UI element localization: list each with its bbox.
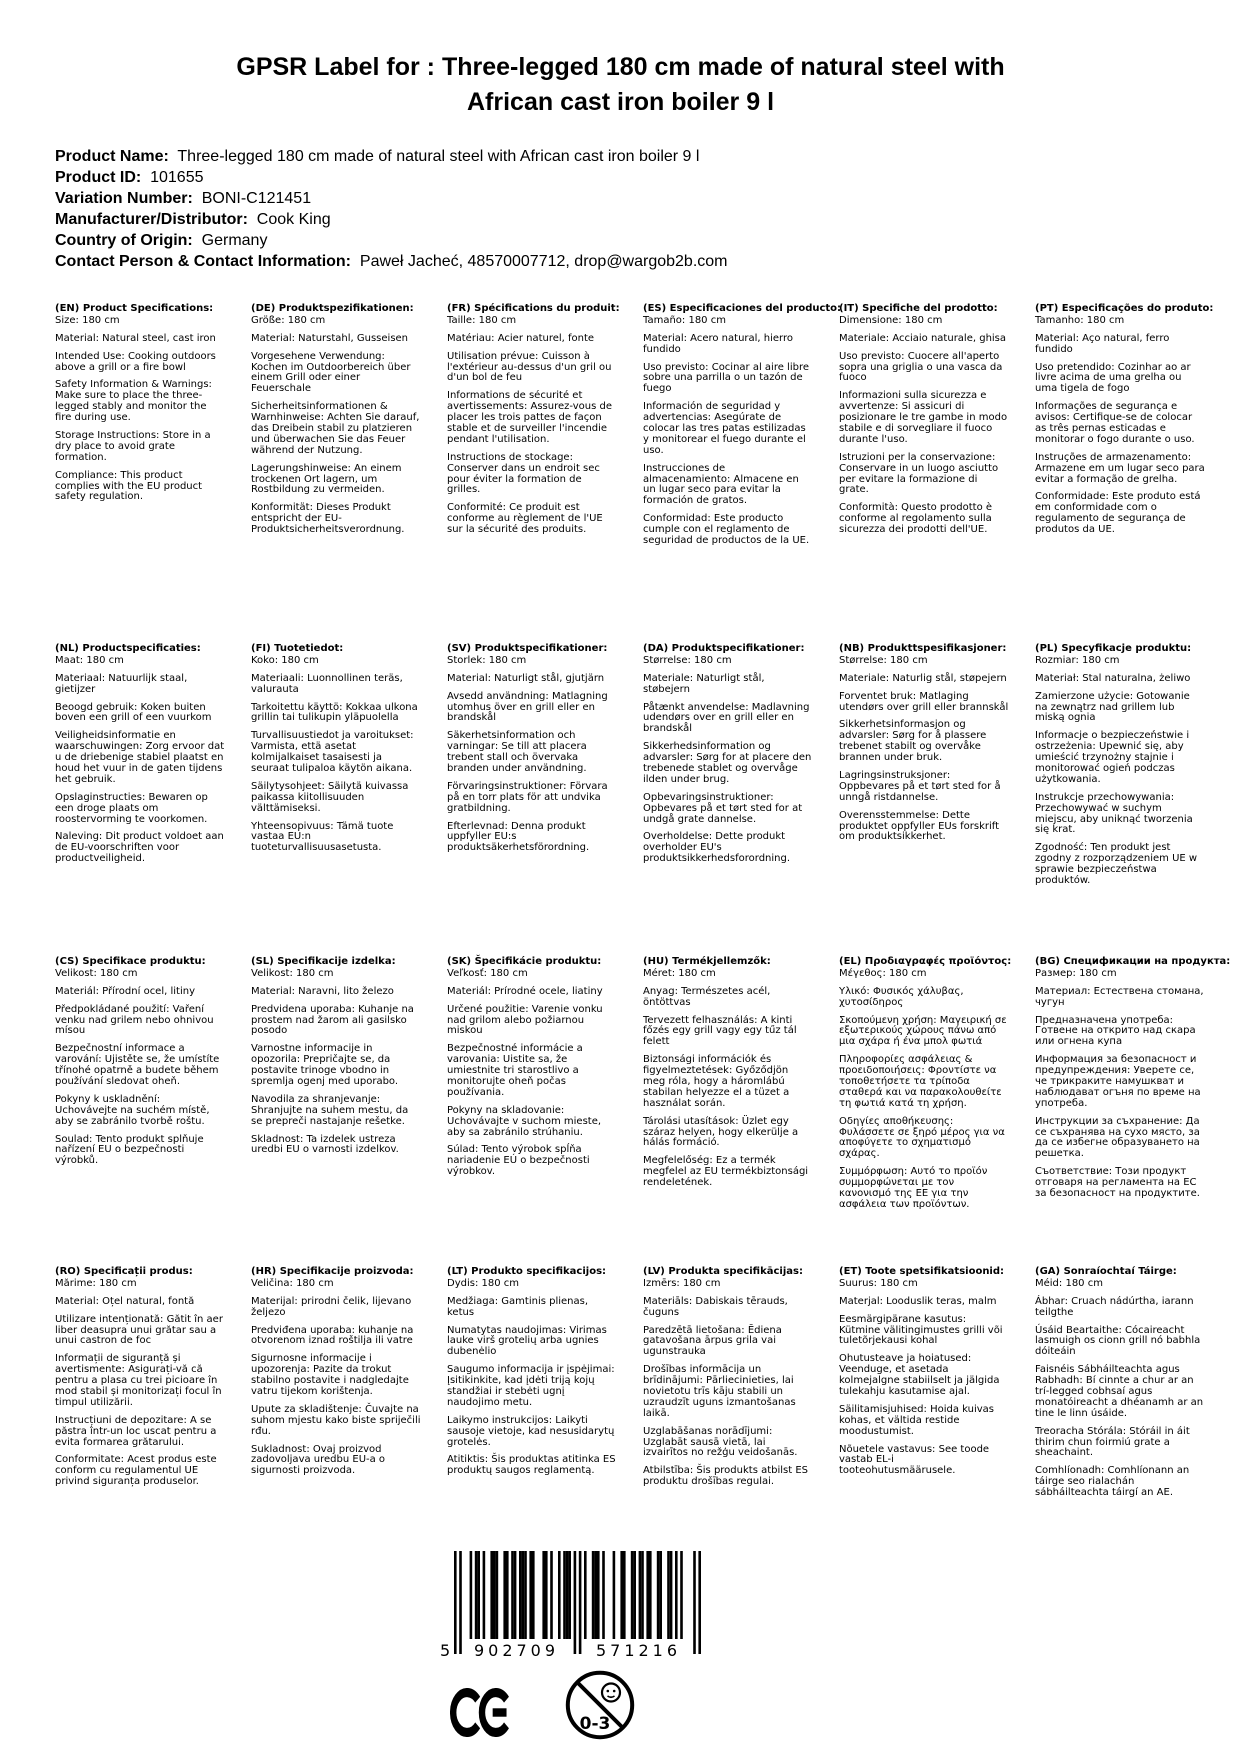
spec-paragraph: Skladnost: Ta izdelek ustreza uredbi EU o varnosti izdelkov. (251, 1133, 399, 1156)
ce-mark (450, 1688, 514, 1742)
spec-heading: (SL) Specifikacije izdelka: (251, 956, 396, 967)
spec-heading: (PT) Especificações do produto: (1035, 303, 1214, 314)
spec-paragraph: Izmērs: 180 cm (643, 1277, 721, 1289)
spec-paragraph: Navodila za shranjevanje: Shranjujte na suhem mestu, da se prepreči nastajanje rešetke. (251, 1093, 409, 1127)
info-label: Contact Person & Contact Information: (55, 253, 352, 270)
spec-paragraph: Съответствие: Този продукт отговаря на регламента на ЕС за безопасност на продуктите. (1035, 1166, 1200, 1200)
spec-heading: (HR) Specifikacije proizvoda: (251, 1266, 414, 1277)
spec-paragraph: Størrelse: 180 cm (643, 654, 732, 666)
spec-paragraph: Tamaño: 180 cm (643, 314, 726, 326)
spec-paragraph: Sikkerhetsinformasjon og advarsler: Sørg for å plassere trebenet stabilt og overvåke brannen under bruk. (839, 719, 987, 764)
spec-paragraph: Veličina: 180 cm (251, 1277, 334, 1289)
info-label: Product Name: (55, 148, 169, 165)
spec-heading: (LT) Produkto specifikacijos: (447, 1266, 607, 1277)
spec-paragraph: Sikkerhedsinformation og advarsler: Sørg for at placere den trebenede stablet og overvåge ilden under brug. (643, 741, 812, 785)
spec-paragraph: Veiligheidsinformatie en waarschuwingen: Zorg ervoor dat u de driebenige stabiel plaatst en houd het vuur in de gaten tijdens het gebruik. (55, 730, 225, 785)
spec-paragraph: Numatytas naudojimas: Virimas lauke virš grotelių arba ugnies dubenėlio (447, 1324, 607, 1358)
spec-paragraph: Tervezett felhasználás: A kinti főzés egy grill vagy egy tűz tál felett (643, 1014, 797, 1048)
spec-paragraph: Určené použitie: Varenie vonku nad grilom alebo požiarnou miskou (447, 1003, 603, 1037)
spec-paragraph: Instrucciones de almacenamiento: Almacene en un lugar seco para evitar la formación de gratos. (643, 462, 799, 507)
spec-heading: (EN) Product Specifications: (55, 303, 214, 314)
spec-paragraph: Saugumo informacija ir įspėjimai: Įsitikinkite, kad įdėti triją kojų standžiai ir stebėti ugnį naudojimo metu. (447, 1364, 615, 1408)
spec-paragraph: Forventet bruk: Matlaging utendørs over grill eller brannskål (839, 690, 1009, 713)
spec-paragraph: Instrukcje przechowywania: Przechowywać w suchym miejscu, aby uniknąć tworzenia się krat. (1035, 791, 1193, 836)
spec-paragraph: Intended Use: Cooking outdoors above a grill or a fire bowl (55, 350, 216, 373)
spec-heading: (RO) Specificații produs: (55, 1266, 193, 1277)
spec-paragraph: Πληροφορίες ασφάλειας & προειδοποιήσεις: Φροντίστε να τοποθετήσετε τα τρίποδα σταθερά και να παρακολουθείτε τη φωτιά κατά τη χρήση. (839, 1054, 1002, 1109)
spec-paragraph: Storage Instructions: Store in a dry place to avoid grate formation. (55, 430, 211, 463)
spec-heading: (PL) Specyfikacje produktu: (1035, 643, 1192, 654)
spec-paragraph: Opslaginstructies: Bewaren op een droge plaats om roostervorming te voorkomen. (55, 791, 208, 825)
spec-paragraph: Veľkosť: 180 cm (447, 967, 528, 979)
spec-paragraph: Pokyny na skladovanie: Uchovávajte v suchom mieste, aby sa zabránilo strúhaniu. (447, 1104, 602, 1138)
spec-paragraph: Size: 180 cm (55, 314, 120, 326)
spec-heading: (ES) Especificaciones del producto: (643, 303, 842, 314)
spec-paragraph: Sicherheitsinformationen & Warnhinweise: Achten Sie darauf, das Dreibein stabil zu platzieren und überwachen Sie das Feuer während der Nutzung. (251, 401, 420, 456)
spec-paragraph: Ohutusteave ja hoiatused: Veenduge, et asetada kolmejalgne stabiilselt ja jälgida tulekahju kasutamise ajal. (839, 1353, 1000, 1398)
spec-block-hr (251, 1267, 421, 1506)
spec-paragraph: Instrucțiuni de depozitare: A se păstra într-un loc uscat pentru a evita formarea grătarului. (55, 1414, 217, 1448)
spec-paragraph: Conformità: Questo prodotto è conforme al regolamento sulla sicurezza dei prodotti dell'UE. (839, 502, 993, 536)
spec-paragraph: Turvallisuustiedot ja varoitukset: Varmista, että asetat kolmijalkaiset tasaisesti ja seuraat tulipaloa käytön aikana. (251, 730, 414, 775)
spec-paragraph: Yhteensopivuus: Tämä tuote vastaa EU:n tuoteturvallisuusasetusta. (251, 820, 394, 854)
spec-heading: (BG) Спецификации на продукта: (1035, 956, 1231, 967)
info-value: BONI-C121451 (192, 190, 312, 207)
spec-paragraph: Overensstemmelse: Dette produktet oppfyller EUs forskrift om produktsikkerhet. (839, 809, 1000, 843)
spec-paragraph: Materiāls: Dabiskais tērauds, čuguns (643, 1295, 788, 1318)
spec-paragraph: Materiale: Naturlig stål, støpejern (839, 672, 1007, 684)
spec-block-es (643, 303, 842, 644)
spec-paragraph: Säilitamisjuhised: Hoida kuivas kohas, et vältida restide moodustumist. (839, 1403, 995, 1437)
spec-paragraph: Soulad: Tento produkt splňuje nařízení EU o bezpečnosti výrobků. (55, 1133, 204, 1167)
spec-paragraph: Material: Natural steel, cast iron (55, 332, 216, 344)
barcode-group1: 902709 (464, 1641, 569, 1660)
spec-heading: (SK) Špecifikácie produktu: (447, 956, 602, 967)
spec-paragraph: Opbevaringsinstruktioner: Opbevares på et tørt sted for at undgå grate dannelse. (643, 791, 803, 825)
spec-paragraph: Předpokládané použití: Vaření venku nad grilem nebo ohnivou mísou (55, 1003, 214, 1037)
spec-paragraph: Drošības informācija un brīdinājumi: Pārliecinieties, lai novietotu trīs kāju stabili un uzraudzīt uguns izmantošanas laikā. (643, 1364, 796, 1419)
spec-paragraph: Οδηγίες αποθήκευσης: Φυλάσσετε σε ξηρό μέρος για να αποφύγετε το σχηματισμό σχάρας. (839, 1115, 1005, 1160)
spec-paragraph: Utilisation prévue: Cuisson à l'extérieur au-dessus d'un gril ou d'un bol de feu (447, 350, 612, 384)
spec-block-cs (55, 957, 225, 1267)
spec-block-ro (55, 1267, 225, 1506)
spec-heading: (NB) Produkttspesifikasjoner: (839, 643, 1007, 654)
page-title (0, 50, 1241, 120)
spec-paragraph: Anyag: Természetes acél, öntöttvas (643, 985, 771, 1008)
spec-paragraph: Efterlevnad: Denna produkt uppfyller EU:s produktsäkerhetsförordning. (447, 820, 590, 854)
info-value: Germany (192, 232, 268, 249)
spec-heading: (GA) Sonraíochtaí Táirge: (1035, 1266, 1177, 1277)
spec-paragraph: Medžiaga: Gamtinis plienas, ketus (447, 1295, 589, 1318)
spec-paragraph: Conformidade: Este produto está em conformidade com o regulamento de segurança de produtos da UE. (1035, 491, 1201, 536)
spec-paragraph: Matériau: Acier naturel, fonte (447, 332, 595, 344)
spec-block-it (839, 304, 1009, 644)
spec-paragraph: Förvaringsinstruktioner: Förvara på en torr plats för att undvika gratbildning. (447, 780, 608, 814)
spec-block-fi (251, 644, 421, 957)
spec-paragraph: Lagringsinstruksjoner: Oppbevares på et tørt sted for å unngå ristdannelse. (839, 770, 1001, 803)
spec-paragraph: Materiale: Acciaio naturale, ghisa (839, 332, 1007, 344)
info-row (55, 167, 1201, 188)
spec-heading: (ET) Toote spetsifikatsioonid: (839, 1266, 1005, 1277)
spec-paragraph: Konformität: Dieses Produkt entspricht der EU-Produktsicherheitsverordnung. (251, 502, 405, 536)
ce-mark-icon (450, 1688, 514, 1737)
spec-paragraph: Dimensione: 180 cm (839, 314, 943, 326)
barcode (440, 1551, 710, 1671)
spec-paragraph: Conformité: Ce produit est conforme au règlement de l'UE sur la sécurité des produits. (447, 502, 603, 536)
spec-heading: (EL) Προδιαγραφές προϊόντος: (839, 956, 1012, 967)
spec-paragraph: Größe: 180 cm (251, 314, 326, 326)
spec-paragraph: Инструкции за съхранение: Да се съхранява на сухо място, за да се избегне образуването на решетка. (1035, 1115, 1200, 1160)
page-title-line1: GPSR Label for : Three-legged 180 cm made of natural steel with (236, 53, 1005, 81)
spec-heading: (LV) Produkta specifikācijas: (643, 1266, 803, 1277)
spec-block-da (643, 644, 813, 957)
spec-paragraph: Размер: 180 cm (1035, 967, 1117, 979)
spec-paragraph: Materiaal: Natuurlijk staal, gietijzer (55, 672, 188, 695)
spec-paragraph: Maat: 180 cm (55, 654, 124, 666)
spec-paragraph: Material: Acero natural, hierro fundido (643, 332, 793, 355)
info-value: Paweł Jacheć, 48570007712, drop@wargob2b.com (351, 253, 728, 270)
spec-block-pt (1035, 303, 1214, 644)
spec-paragraph: Zgodność: Ten produkt jest zgodny z rozporządzeniem UE w sprawie bezpieczeństwa produktów. (1035, 842, 1198, 887)
spec-paragraph: Informații de siguranță și avertismente: Asigurați-vă că pentru a plasa cu trei picioare în mod stabil și monitorizați focul în timpul utilizării. (55, 1353, 222, 1408)
spec-paragraph: Informazioni sulla sicurezza e avvertenze: Si assicuri di posizionare le tre gambe in modo stabile e di sorvegliare il fuoco durante l'uso. (839, 390, 1008, 445)
spec-block-el (839, 956, 1012, 1267)
info-value: Cook King (247, 211, 331, 228)
spec-grid (55, 303, 1231, 1506)
spec-paragraph: Méret: 180 cm (643, 967, 716, 979)
info-row (55, 230, 1201, 251)
spec-paragraph: Overholdelse: Dette produkt overholder EU's produktsikkerhedsforordning. (643, 831, 791, 865)
barcode-bars-icon (454, 1551, 701, 1655)
spec-paragraph: Compliance: This product complies with the EU product safety regulation. (55, 469, 203, 503)
spec-paragraph: Sukladnost: Ovaj proizvod zadovoljava uredbu EU-a o sigurnosti proizvoda. (251, 1443, 386, 1477)
page-title-line2: African cast iron boiler 9 l (466, 88, 775, 116)
spec-block-pl (1035, 644, 1205, 957)
spec-heading: (HU) Termékjellemzők: (643, 956, 771, 967)
spec-heading: (IT) Specifiche del prodotto: (839, 303, 998, 314)
spec-paragraph: Utilizare intenționată: Gătit în aer liber deasupra unui grătar sau a unui castron de foc (55, 1313, 223, 1347)
spec-paragraph: Lagerungshinweise: An einem trockenen Ort lagern, um Rostbildung zu vermeiden. (251, 462, 402, 496)
info-label: Variation Number: (55, 190, 193, 207)
spec-paragraph: Treoracha Stórála: Stóráil in áit thirim chun foirmiú grate a sheachaint. (1035, 1425, 1190, 1459)
info-row (55, 209, 1201, 230)
spec-block-lv (643, 1267, 813, 1506)
spec-paragraph: Materiale: Naturligt stål, støbejern (643, 672, 765, 695)
spec-block-en (55, 304, 225, 644)
spec-paragraph: Предназначена употреба: Готвене на открито над скара или огнена купа (1035, 1014, 1196, 1048)
spec-heading: (DE) Produktspezifikationen: (251, 303, 414, 314)
spec-paragraph: Laikymo instrukcijos: Laikyti sausoje vietoje, kad nesusidarytų grotelės. (447, 1414, 615, 1448)
spec-paragraph: Materiál: Prírodné ocele, liatiny (447, 985, 603, 997)
spec-paragraph: Varnostne informacije in opozorila: Prepričajte se, da postavite trinoge vbodno in spremlja ogenj med uporabo. (251, 1043, 399, 1088)
spec-paragraph: Faisnéis Sábháilteachta agus Rabhadh: Bí cinnte a chur ar an trí-legged cobhsaí agus monatóireacht a dhéanamh ar an tine le linn úsáide. (1035, 1364, 1204, 1419)
spec-block-nb (839, 644, 1009, 957)
info-row (55, 188, 1201, 209)
spec-paragraph: Instructions de stockage: Conserver dans un endroit sec pour éviter la formation de grilles. (447, 451, 600, 496)
spec-paragraph: Størrelse: 180 cm (839, 654, 928, 666)
product-info (55, 146, 1201, 272)
spec-paragraph: Mărime: 180 cm (55, 1277, 137, 1289)
spec-paragraph: Naleving: Dit product voldoet aan de EU-voorschriften voor productveiligheid. (55, 831, 224, 865)
spec-paragraph: Ábhar: Cruach nádúrtha, iarann teilgthe (1035, 1295, 1194, 1318)
spec-paragraph: Velikost: 180 cm (251, 967, 334, 979)
spec-paragraph: Suurus: 180 cm (839, 1277, 918, 1289)
spec-heading: (DA) Produktspecifikationer: (643, 643, 805, 654)
spec-paragraph: Dydis: 180 cm (447, 1277, 520, 1289)
barcode-first-digit: 5 (440, 1641, 451, 1660)
spec-paragraph: Μέγεθος: 180 cm (839, 967, 927, 979)
spec-paragraph: Información de seguridad y advertencias: Asegúrate de colocar las tres patas estilizadas y monitorear el fuego durante el uso. (643, 401, 806, 456)
spec-paragraph: Υλικό: Φυσικός χάλυβας, χυτοσίδηρος (839, 985, 964, 1008)
spec-paragraph: Uso previsto: Cuocere all'aperto sopra una griglia o una vasca da fuoco (839, 350, 1003, 384)
spec-paragraph: Beoogd gebruik: Koken buiten boven een grill of een vuurkom (55, 701, 212, 724)
spec-paragraph: Atitiktis: Šis produktas atitinka ES produktų saugos reglamentą. (447, 1454, 616, 1477)
spec-paragraph: Méid: 180 cm (1035, 1277, 1103, 1289)
spec-paragraph: Zamierzone użycie: Gotowanie na zewnątrz nad grillem lub miską ognia (1035, 690, 1190, 724)
spec-paragraph: Material: Naturstahl, Gusseisen (251, 332, 409, 344)
spec-paragraph: Informations de sécurité et avertissements: Assurez-vous de placer les trois pattes de façon stable et de surveiller l'incendie pendant l'utilisation. (447, 390, 612, 445)
spec-paragraph: Upute za skladištenje: Čuvajte na suhom mjestu kako biste spriječili rđu. (251, 1403, 421, 1437)
info-label: Product ID: (55, 169, 142, 186)
spec-paragraph: Informações de segurança e avisos: Certifique-se de colocar as três pernas esticadas e monitorar o fogo durante o uso. (1035, 401, 1195, 445)
spec-paragraph: Conformitate: Acest produs este conform cu regulamentul UE privind siguranța produselor. (55, 1454, 217, 1488)
spec-paragraph: Materjal: Looduslik teras, malm (839, 1295, 997, 1307)
spec-paragraph: Predvidena uporaba: Kuhanje na prostem nad žarom ali gasilsko posodo (251, 1003, 414, 1037)
spec-paragraph: Megfelelőség: Ez a termék megfelel az EU termékbiztonsági rendeletének. (643, 1155, 809, 1189)
spec-paragraph: Tárolási utasítások: Üzlet egy száraz helyen, hogy elkerülje a hálás formáció. (643, 1115, 799, 1149)
spec-paragraph: Rozmiar: 180 cm (1035, 654, 1120, 666)
spec-block-ga (1035, 1267, 1205, 1506)
spec-paragraph: Nõuetele vastavus: See toode vastab EL-i tooteohutusmäärusele. (839, 1443, 990, 1477)
age-warning-icon (564, 1669, 636, 1741)
spec-paragraph: Eesmärgipärane kasutus: Kütmine välitingimustes grilli või tuletõrjekausi kohal (839, 1313, 1003, 1347)
spec-block-hu (643, 957, 813, 1267)
spec-paragraph: Taille: 180 cm (447, 314, 517, 326)
spec-paragraph: Paredzētā lietošana: Ēdiena gatavošana ārpus grila vai ugunstrauka (643, 1324, 782, 1358)
spec-paragraph: Safety Information & Warnings: Make sure to place the three-legged stably and monitor the fire during use. (55, 379, 212, 424)
spec-heading: (NL) Productspecificaties: (55, 643, 201, 654)
spec-paragraph: Säilytysohjeet: Säilytä kuivassa paikassa kiitollisuuden välttämiseksi. (251, 780, 409, 814)
spec-paragraph: Tarkoitettu käyttö: Kokkaa ulkona grillin tai tulikupin yläpuolella (251, 701, 418, 724)
spec-paragraph: Säkerhetsinformation och varningar: Se till att placera trebent stall och övervaka branden under användning. (447, 730, 587, 775)
spec-block-bg (1035, 956, 1231, 1267)
info-value: Three-legged 180 cm made of natural steel with African cast iron boiler 9 l (168, 148, 700, 165)
spec-paragraph: Σκοπούμενη χρήση: Μαγειρική σε εξωτερικούς χώρους πάνω από μια σχάρα ή ένα μπολ φωτιά (839, 1014, 1007, 1048)
spec-paragraph: Avsedd användning: Matlagning utomhus över en grill eller en brandskål (447, 690, 608, 724)
spec-paragraph: Úsáid Beartaithe: Cócaireacht lasmuigh os cionn grill nó babhla dóiteáin (1035, 1324, 1201, 1358)
spec-paragraph: Vorgesehene Verwendung: Kochen im Outdoorbereich über einem Grill oder einer Feuerschale (251, 350, 411, 395)
spec-paragraph: Materiaali: Luonnollinen teräs, valurauta (251, 672, 403, 695)
spec-paragraph: Material: Oțel natural, fontă (55, 1295, 195, 1307)
spec-heading: (CS) Specifikace produktu: (55, 956, 206, 967)
spec-paragraph: Uso previsto: Cocinar al aire libre sobre una parrilla o un tazón de fuego (643, 361, 810, 395)
spec-paragraph: Bezpečnostní informace a varování: Ujistěte se, že umístíte třínohé opatrně a budete během používání sledovat oheň. (55, 1043, 220, 1088)
info-value: 101655 (141, 169, 204, 186)
spec-block-de (251, 304, 421, 644)
age-warning-mark (564, 1669, 636, 1746)
spec-paragraph: Sigurnosne informacije i upozorenja: Pazite da trokut stabilno postavite i nadgledajte vatru tijekom korištenja. (251, 1353, 409, 1398)
spec-paragraph: Materiál: Přírodní ocel, litiny (55, 985, 195, 997)
spec-paragraph: Instruções de armazenamento: Armazene em um lugar seco para evitar a formação de grelha. (1035, 451, 1205, 485)
spec-paragraph: Storlek: 180 cm (447, 654, 527, 666)
spec-block-fr (447, 303, 620, 644)
spec-paragraph: Informacje o bezpieczeństwie i ostrzeżenia: Upewnić się, aby umieścić trzynożny stajnie i monitorować ogień podczas użytkowania. (1035, 730, 1190, 785)
spec-paragraph: Uzglabāšanas norādījumi: Uzglabāt sausā vietā, lai izvairītos no režģu veidošanās. (643, 1425, 798, 1459)
spec-paragraph: Pokyny k uskladnění: Uchovávejte na suchém místě, aby se zabránilo tvorbě roštu. (55, 1093, 210, 1127)
spec-paragraph: Bezpečnostné informácie a varovania: Uistite sa, že umiestnite tri starostlivo a monitorujte oheň počas používania. (447, 1043, 583, 1098)
spec-paragraph: Koko: 180 cm (251, 654, 319, 666)
spec-paragraph: Materiał: Stal naturalna, żeliwo (1035, 672, 1191, 684)
spec-paragraph: Predviđena uporaba: kuhanje na otvorenom iznad roštilja ili vatre (251, 1324, 414, 1347)
spec-paragraph: Velikost: 180 cm (55, 967, 138, 979)
barcode-group2: 571216 (586, 1641, 691, 1660)
spec-paragraph: Conformidad: Este producto cumple con el reglamento de seguridad de productos de la UE. (643, 513, 810, 547)
spec-paragraph: Comhlíonadh: Comhlíonann an táirge seo rialachán sábháilteachta táirgí an AE. (1035, 1465, 1190, 1499)
spec-paragraph: Material: Aço natural, ferro fundido (1035, 332, 1170, 355)
spec-paragraph: Uso pretendido: Cozinhar ao ar livre acima de uma grelha ou uma tigela de fogo (1035, 361, 1191, 395)
spec-block-sv (447, 644, 617, 957)
spec-paragraph: Συμμόρφωση: Αυτό το προϊόν συμμορφώνεται με τον κανονισμό της ΕΕ για την ασφάλεια των προϊόντων. (839, 1166, 988, 1210)
spec-block-lt (447, 1267, 617, 1506)
spec-paragraph: Istruzioni per la conservazione: Conservare in un luogo asciutto per evitare la formazione di grate. (839, 451, 999, 496)
spec-paragraph: Tamanho: 180 cm (1035, 314, 1125, 326)
spec-block-nl (55, 644, 225, 957)
age-warning-label: 0-3 (579, 1714, 611, 1734)
info-row (55, 251, 1201, 272)
info-label: Manufacturer/Distributor: (55, 211, 248, 228)
spec-heading: (SV) Produktspecifikationer: (447, 643, 608, 654)
spec-block-sk (447, 957, 617, 1267)
spec-block-et (839, 1267, 1009, 1506)
info-label: Country of Origin: (55, 232, 193, 249)
spec-paragraph: Материал: Естествена стомана, чугун (1035, 985, 1204, 1008)
spec-paragraph: Информация за безопасност и предупреждения: Уверете се, че трикраките намушкват и наблюдават огъня по време на употреба. (1035, 1054, 1201, 1109)
spec-paragraph: Material: Naravni, lito železo (251, 985, 394, 997)
spec-paragraph: Biztonsági információk és figyelmeztetések: Győződjön meg róla, hogy a háromlábú stabilan helyezze el a tüzet a használat során. (643, 1054, 790, 1109)
spec-paragraph: Material: Naturligt stål, gjutjärn (447, 672, 605, 684)
spec-paragraph: Materijal: prirodni čelik, lijevano željezo (251, 1295, 412, 1318)
spec-block-sl (251, 957, 421, 1267)
spec-heading: (FR) Spécifications du produit: (447, 303, 620, 314)
spec-paragraph: Atbilstība: Šis produkts atbilst ES produktu drošības regulai. (643, 1465, 809, 1488)
spec-paragraph: Súlad: Tento výrobok spĺňa nariadenie EÚ o bezpečnosti výrobkov. (447, 1144, 590, 1178)
info-row (55, 146, 1201, 167)
spec-heading: (FI) Tuotetiedot: (251, 643, 344, 654)
spec-paragraph: Påtænkt anvendelse: Madlavning udendørs over en grill eller en brandskål (643, 701, 810, 735)
